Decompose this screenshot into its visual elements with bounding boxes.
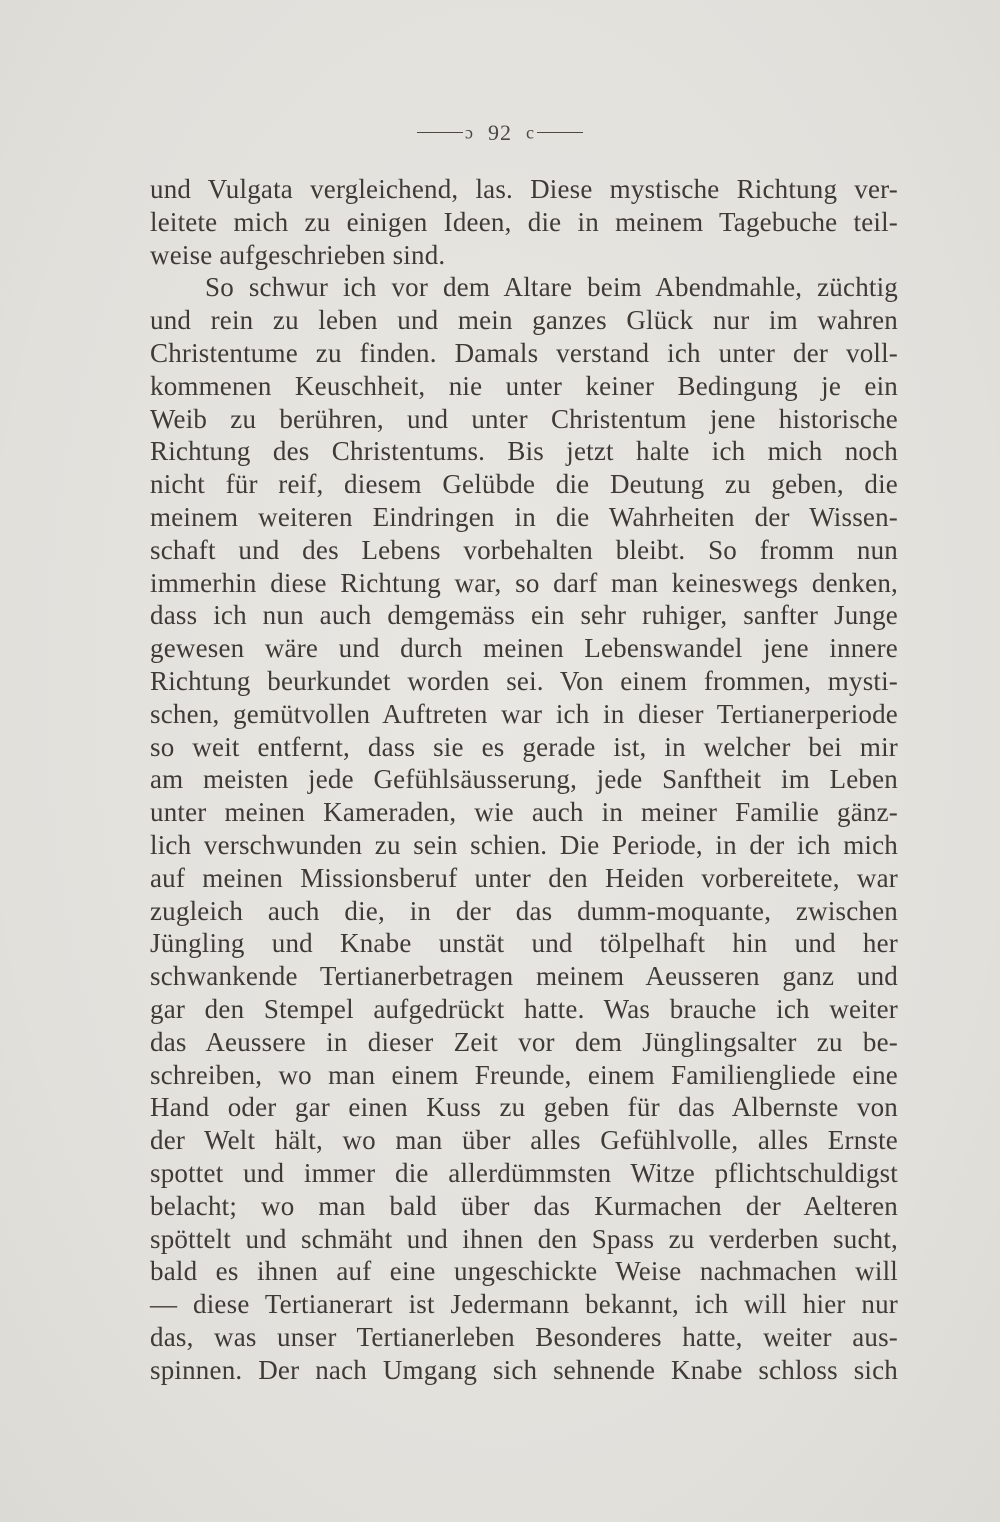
text-line: Christentume zu finden. Damals verstand ich unter der voll- [150,337,898,368]
text-line: weise aufgeschrieben sind. [150,239,446,270]
page-header [0,118,1000,146]
text-line: Jüngling und Knabe unstät und tölpelhaft hin und her [150,928,898,959]
text-line: Richtung des Christentums. Bis jetzt halte ich mich noch [150,436,898,467]
text-line: Hand oder gar einen Kuss zu geben für das Albernste von [150,1092,898,1123]
header-rule-right [537,132,583,133]
text-line: lich verschwunden zu sein schien. Die Periode, in der ich mich [150,829,898,860]
text-line: schen, gemütvollen Auftreten war ich in dieser Tertianerperiode [150,698,898,729]
text-line: belacht; wo man bald über das Kurmachen der Aelteren [150,1190,898,1221]
text-line: Richtung beurkundet worden sei. Von einem frommen, mysti- [150,665,898,696]
text-line: auf meinen Missionsberuf unter den Heiden vorbereitete, war [150,862,898,893]
text-line: das, was unser Tertianerleben Besonderes hatte, weiter aus- [150,1321,898,1352]
text-line: bald es ihnen auf eine ungeschickte Weise nachmachen will [150,1256,898,1287]
text-line: so weit entfernt, dass sie es gerade ist, in welcher bei mir [150,731,898,762]
text-line: schwankende Tertianerbetragen meinem Aeusseren ganz und [150,961,898,992]
text-line: kommenen Keuschheit, nie unter keiner Bedingung je ein [150,370,898,401]
text-line: das Aeussere in dieser Zeit vor dem Jünglingsalter zu be- [150,1026,898,1057]
text-line: Weib zu berühren, und unter Christentum jene historische [150,403,898,434]
text-line: schreiben, wo man einem Freunde, einem Familiengliede eine [150,1059,898,1090]
text-line: spöttelt und schmäht und ihnen den Spass zu verderben sucht, [150,1223,898,1254]
header-ornament-right: c [526,122,535,143]
text-line: schaft und des Lebens vorbehalten bleibt. So fromm nun [150,534,898,565]
text-line: gar den Stempel aufgedrückt hatte. Was brauche ich weiter [150,993,898,1024]
text-line: dass ich nun auch demgemäss ein sehr ruhiger, sanfter Junge [150,600,898,631]
text-line: immerhin diese Richtung war, so darf man keineswegs denken, [150,567,898,598]
text-line: leitete mich zu einigen Ideen, die in meinem Tagebuche teil- [150,206,898,237]
text-line: unter meinen Kameraden, wie auch in meiner Familie gänz- [150,797,898,828]
text-line: So schwur ich vor dem Altare beim Abendmahle, züchtig [205,272,898,303]
header-rule-left [417,132,463,133]
body-text [150,173,898,1386]
text-line: gewesen wäre und durch meinen Lebenswandel jene innere [150,633,898,664]
text-line: zugleich auch die, in der das dumm-moquante, zwischen [150,895,898,926]
page-number: 92 [488,119,512,145]
header-ornament-left: ɔ [465,122,474,143]
text-line: am meisten jede Gefühlsäusserung, jede Sanftheit im Leben [150,764,898,795]
text-line: und rein zu leben und mein ganzes Glück nur im wahren [150,305,898,336]
text-line: nicht für reif, diesem Gelübde die Deutung zu geben, die [150,469,898,500]
text-line: — diese Tertianerart ist Jedermann bekannt, ich will hier nur [150,1289,898,1320]
text-line: meinem weiteren Eindringen in die Wahrheiten der Wissen- [150,501,898,532]
text-line: der Welt hält, wo man über alles Gefühlvolle, alles Ernste [150,1125,898,1156]
text-line: spinnen. Der nach Umgang sich sehnende Knabe schloss sich [150,1354,898,1385]
text-line: und Vulgata vergleichend, las. Diese mystische Richtung ver- [150,174,898,204]
text-line: spottet und immer die allerdümmsten Witze pflichtschuldigst [150,1157,898,1188]
